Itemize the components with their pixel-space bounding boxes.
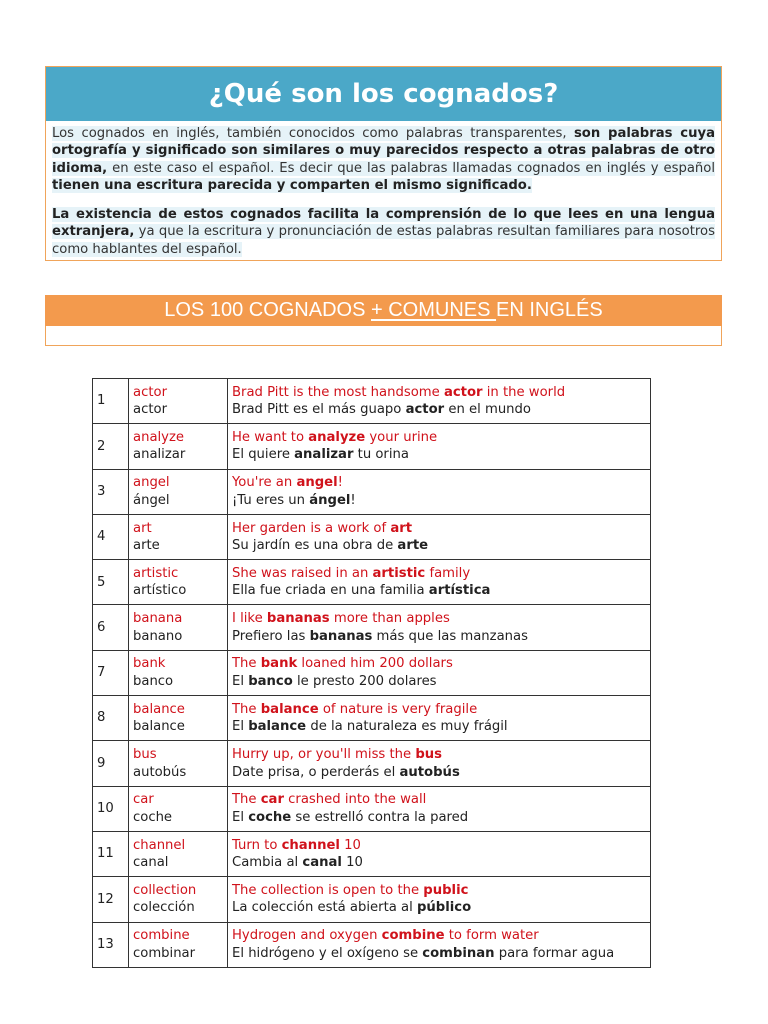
english-sentence (232, 746, 646, 764)
spanish-word: banco (133, 673, 174, 689)
spanish-word: analizar (133, 447, 186, 463)
row-number: 2 (93, 424, 129, 469)
sentence-fragment: He want to (232, 429, 309, 445)
word-cell (129, 877, 228, 922)
intro-box (45, 66, 722, 261)
row-number: 7 (93, 650, 129, 695)
row-number: 5 (93, 560, 129, 605)
english-sentence (232, 927, 646, 945)
sentence-fragment: Turn to (232, 837, 282, 853)
sentence-fragment: ¡Tu eres un (232, 492, 310, 508)
english-word: bus (133, 747, 157, 763)
word-cell (129, 696, 228, 741)
row-number: 9 (93, 741, 129, 786)
table-row (93, 560, 651, 605)
spanish-sentence (232, 537, 646, 555)
sentence-fragment: El (232, 809, 249, 825)
row-number: 4 (93, 514, 129, 559)
spanish-word: arte (133, 538, 160, 554)
sentence-fragment: 10 (341, 855, 363, 871)
sentence-cell (228, 514, 651, 559)
sentence-fragment: The collection is open to the (232, 882, 424, 898)
sentence-cell (228, 877, 651, 922)
english-sentence (232, 882, 646, 900)
sentence-fragment: El (232, 673, 249, 689)
english-sentence (232, 791, 646, 809)
intro-paragraph-2 (52, 206, 715, 258)
highlighted-cognate: channel (281, 837, 340, 853)
sentence-cell (228, 469, 651, 514)
english-word: artistic (133, 565, 179, 581)
word-cell (129, 741, 228, 786)
highlighted-cognate: canal (302, 855, 342, 871)
highlighted-cognate: coche (248, 809, 292, 825)
sentence-fragment: para formar agua (494, 945, 615, 961)
sentence-fragment: El hidrógeno y el oxígeno se (232, 945, 423, 961)
spanish-word: coche (133, 809, 173, 825)
highlighted-cognate: público (416, 900, 472, 916)
banner-post: EN INGLÉS (496, 299, 603, 321)
english-sentence (232, 384, 646, 402)
table-row (93, 650, 651, 695)
p2-bold-a: La existencia de estos cognados facilita la comprensión de lo que lees en una lengua extranjera, (52, 207, 715, 240)
highlighted-cognate: balance (248, 719, 307, 735)
sentence-fragment: El (232, 719, 249, 735)
intro-title: ¿Qué son los cognados? (46, 67, 721, 121)
spanish-sentence (232, 492, 646, 510)
sentence-fragment: family (425, 565, 471, 581)
row-number: 10 (93, 786, 129, 831)
spanish-word: ángel (133, 492, 170, 508)
english-word: collection (133, 882, 197, 898)
sentence-fragment: crashed into the wall (283, 792, 427, 808)
row-number: 8 (93, 696, 129, 741)
english-word: channel (133, 837, 186, 853)
sentence-cell (228, 424, 651, 469)
spanish-sentence (232, 809, 646, 827)
table-row (93, 514, 651, 559)
p2-text-b: ya que la escritura y pronunciación de estas palabras resultan familiares para nosotros como hablantes del español. (52, 224, 715, 257)
banner-underlined: + COMUNES (371, 299, 497, 321)
row-number: 1 (93, 379, 129, 424)
sentence-fragment: 10 (339, 837, 361, 853)
word-cell (129, 786, 228, 831)
highlighted-cognate: balance (260, 701, 319, 717)
sentence-fragment: Hurry up, or you'll miss the (232, 747, 416, 763)
sentence-cell (228, 650, 651, 695)
spanish-sentence (232, 446, 646, 464)
highlighted-cognate: actor (405, 402, 445, 418)
sentence-fragment: The (232, 656, 261, 672)
highlighted-cognate: car (260, 792, 284, 808)
sentence-fragment: of nature is very fragile (318, 701, 478, 717)
sentence-fragment: se estrelló contra la pared (291, 809, 469, 825)
highlighted-cognate: artistic (372, 565, 426, 581)
highlighted-cognate: analizar (294, 447, 354, 463)
sentence-fragment: El quiere (232, 447, 295, 463)
table-row (93, 922, 651, 967)
word-cell (129, 514, 228, 559)
highlighted-cognate: combinan (422, 945, 495, 961)
sentence-fragment: en el mundo (444, 402, 531, 418)
sentence-fragment: ! (350, 492, 356, 508)
cognates-table (92, 378, 651, 968)
table-row (93, 379, 651, 424)
sentence-cell (228, 696, 651, 741)
spanish-sentence (232, 854, 646, 872)
english-word: combine (133, 928, 190, 944)
sentence-fragment: La colección está abierta al (232, 900, 417, 916)
sentence-cell (228, 605, 651, 650)
spanish-word: actor (133, 402, 167, 418)
table-row (93, 786, 651, 831)
p1-text-a: Los cognados en inglés, también conocidos como palabras transparentes, (52, 126, 574, 141)
row-number: 13 (93, 922, 129, 967)
word-cell (129, 605, 228, 650)
highlighted-cognate: public (423, 882, 469, 898)
word-cell (129, 379, 228, 424)
spanish-word: combinar (133, 945, 196, 961)
sentence-fragment: ! (337, 475, 343, 491)
highlighted-cognate: bank (260, 656, 298, 672)
word-cell (129, 650, 228, 695)
sentence-fragment: Cambia al (232, 855, 303, 871)
sentence-cell (228, 786, 651, 831)
banner-pre: LOS 100 COGNADOS (164, 299, 371, 321)
english-word: bank (133, 656, 166, 672)
row-number: 3 (93, 469, 129, 514)
table-row (93, 696, 651, 741)
sentence-fragment: Date prisa, o perderás el (232, 764, 400, 780)
sentence-cell (228, 560, 651, 605)
table-row (93, 877, 651, 922)
spanish-word: autobús (133, 764, 187, 780)
spanish-sentence (232, 764, 646, 782)
spanish-sentence (232, 899, 646, 917)
sentence-fragment: The (232, 701, 261, 717)
word-cell (129, 831, 228, 876)
english-sentence (232, 837, 646, 855)
sentence-fragment: Ella fue criada en una familia (232, 583, 429, 599)
highlighted-cognate: analyze (308, 429, 366, 445)
highlighted-cognate: combine (381, 928, 445, 944)
highlighted-cognate: banco (248, 673, 293, 689)
english-word: balance (133, 701, 185, 717)
row-number: 6 (93, 605, 129, 650)
sentence-fragment: más que las manzanas (372, 628, 528, 644)
intro-paragraph-1 (52, 125, 715, 194)
sentence-fragment: Brad Pitt is the most handsome (232, 384, 444, 400)
highlighted-cognate: actor (443, 384, 483, 400)
highlighted-cognate: arte (397, 538, 429, 554)
english-sentence (232, 520, 646, 538)
spanish-word: artístico (133, 583, 187, 599)
sentence-cell (228, 922, 651, 967)
sentence-cell (228, 831, 651, 876)
highlighted-cognate: bananas (266, 611, 330, 627)
english-word: car (133, 792, 154, 808)
highlighted-cognate: art (390, 520, 413, 536)
p1-bold-d: tienen una escritura parecida y comparten el mismo significado. (52, 177, 532, 193)
highlighted-cognate: angel (296, 475, 338, 491)
english-word: angel (133, 475, 170, 491)
spanish-sentence (232, 628, 646, 646)
sentence-fragment: She was raised in an (232, 565, 373, 581)
english-sentence (232, 474, 646, 492)
highlighted-cognate: autobús (399, 764, 460, 780)
spanish-sentence (232, 673, 646, 691)
highlighted-cognate: bananas (309, 628, 373, 644)
row-number: 11 (93, 831, 129, 876)
word-cell (129, 560, 228, 605)
english-sentence (232, 429, 646, 447)
sentence-fragment: Prefiero las (232, 628, 310, 644)
sentence-fragment: le presto 200 dolares (292, 673, 437, 689)
sentence-cell (228, 379, 651, 424)
word-cell (129, 469, 228, 514)
word-cell (129, 424, 228, 469)
spanish-word: canal (133, 855, 169, 871)
english-word: banana (133, 611, 183, 627)
spanish-sentence (232, 401, 646, 419)
p1-bold-b: son palabras cuya ortografía y significado son similares o muy parecidos respecto a otras palabras de otro idioma, (52, 126, 716, 176)
banner-strip (45, 326, 722, 346)
word-cell (129, 922, 228, 967)
table-row (93, 424, 651, 469)
spanish-sentence (232, 582, 646, 600)
sentence-fragment: in the world (482, 384, 566, 400)
p1-text-c: en este caso el español. Es decir que las palabras llamadas cognados en inglés y español (107, 160, 715, 176)
intro-body (46, 121, 721, 258)
sentence-fragment: your urine (365, 429, 438, 445)
sentence-fragment: The (232, 792, 261, 808)
row-number: 12 (93, 877, 129, 922)
sentence-fragment: Her garden is a work of (232, 520, 391, 536)
sentence-fragment: more than apples (329, 611, 450, 627)
table-row (93, 469, 651, 514)
spanish-word: colección (133, 900, 195, 916)
table-row (93, 831, 651, 876)
spanish-word: banano (133, 628, 183, 644)
sentence-fragment: tu orina (353, 447, 409, 463)
english-sentence (232, 701, 646, 719)
english-word: art (133, 520, 152, 536)
table-row (93, 741, 651, 786)
sentence-fragment: Su jardín es una obra de (232, 538, 398, 554)
section-banner (45, 295, 722, 326)
english-word: actor (133, 384, 167, 400)
sentence-fragment: You're an (232, 475, 297, 491)
highlighted-cognate: artística (428, 583, 491, 599)
sentence-fragment: loaned him 200 dollars (297, 656, 453, 672)
sentence-fragment: Hydrogen and oxygen (232, 928, 382, 944)
sentence-fragment: to form water (444, 928, 539, 944)
english-word: analyze (133, 429, 185, 445)
highlighted-cognate: ángel (309, 492, 351, 508)
english-sentence (232, 610, 646, 628)
highlighted-cognate: bus (415, 747, 443, 763)
sentence-cell (228, 741, 651, 786)
spanish-sentence (232, 945, 646, 963)
english-sentence (232, 565, 646, 583)
spanish-word: balance (133, 719, 185, 735)
table-row (93, 605, 651, 650)
spanish-sentence (232, 718, 646, 736)
sentence-fragment: de la naturaleza es muy frágil (306, 719, 508, 735)
sentence-fragment: I like (232, 611, 267, 627)
sentence-fragment: Brad Pitt es el más guapo (232, 402, 406, 418)
english-sentence (232, 655, 646, 673)
